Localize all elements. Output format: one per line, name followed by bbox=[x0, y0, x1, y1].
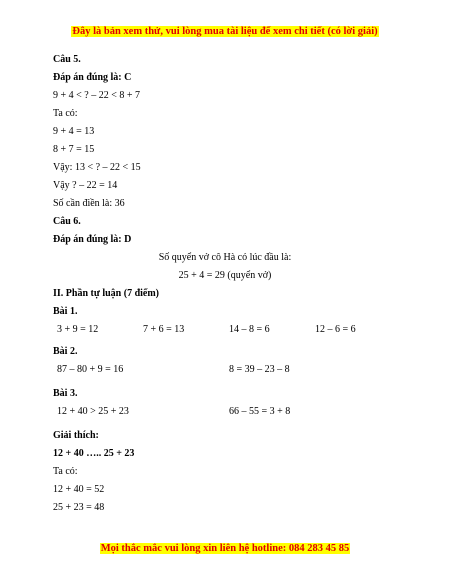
exercise-2-item: 8 = 39 – 23 – 8 bbox=[229, 364, 290, 375]
exercise-1-item: 14 – 8 = 6 bbox=[229, 324, 270, 335]
exercise-3-title: Bài 3. bbox=[53, 388, 78, 399]
hotline-banner-text: Mọi thắc mắc vui lòng xin liên hệ hotline: 084 283 45 85 bbox=[100, 543, 350, 554]
part-2-title: II. Phần tự luận (7 điểm) bbox=[53, 288, 160, 299]
explanation-expression: 12 + 40 ….. 25 + 23 bbox=[53, 448, 135, 459]
question-5-taco: Ta có: bbox=[53, 108, 78, 119]
exercise-2-item: 87 – 80 + 9 = 16 bbox=[57, 364, 124, 375]
explanation-step-1: 12 + 40 = 52 bbox=[53, 484, 105, 495]
explanation-title: Giải thích: bbox=[53, 430, 99, 441]
exercise-3-item: 12 + 40 > 25 + 23 bbox=[57, 406, 129, 417]
preview-banner bbox=[0, 26, 450, 37]
explanation-taco: Ta có: bbox=[53, 466, 78, 477]
exercise-3-item: 66 – 55 = 3 + 8 bbox=[229, 406, 291, 417]
question-6-answer: Đáp án đúng là: D bbox=[53, 234, 132, 245]
exercise-1-item: 12 – 6 = 6 bbox=[315, 324, 356, 335]
preview-banner-text: Đây là bản xem thử, vui lòng mua tài liệu để xem chi tiết (có lời giải) bbox=[72, 26, 378, 37]
question-6-line-2: 25 + 4 = 29 (quyển vở) bbox=[178, 270, 272, 281]
hotline-banner bbox=[0, 543, 450, 554]
question-5-expression: 9 + 4 < ? – 22 < 8 + 7 bbox=[53, 90, 140, 101]
question-5-step-4: Vậy ? – 22 = 14 bbox=[53, 180, 118, 191]
question-5-step-1: 9 + 4 = 13 bbox=[53, 126, 95, 137]
question-5-step-2: 8 + 7 = 15 bbox=[53, 144, 95, 155]
question-5-title: Câu 5. bbox=[53, 54, 81, 65]
question-5-step-5: Số cần điền là: 36 bbox=[53, 198, 125, 209]
exercise-1-title: Bài 1. bbox=[53, 306, 78, 317]
question-5-step-3: Vậy: 13 < ? – 22 < 15 bbox=[53, 162, 141, 173]
question-6-title: Câu 6. bbox=[53, 216, 81, 227]
question-5-answer: Đáp án đúng là: C bbox=[53, 72, 132, 83]
explanation-step-2: 25 + 23 = 48 bbox=[53, 502, 105, 513]
question-6-line-1: Số quyển vở cô Hà có lúc đầu là: bbox=[158, 252, 292, 263]
exercise-2-title: Bài 2. bbox=[53, 346, 78, 357]
exercise-1-item: 7 + 6 = 13 bbox=[143, 324, 185, 335]
exercise-1-item: 3 + 9 = 12 bbox=[57, 324, 99, 335]
